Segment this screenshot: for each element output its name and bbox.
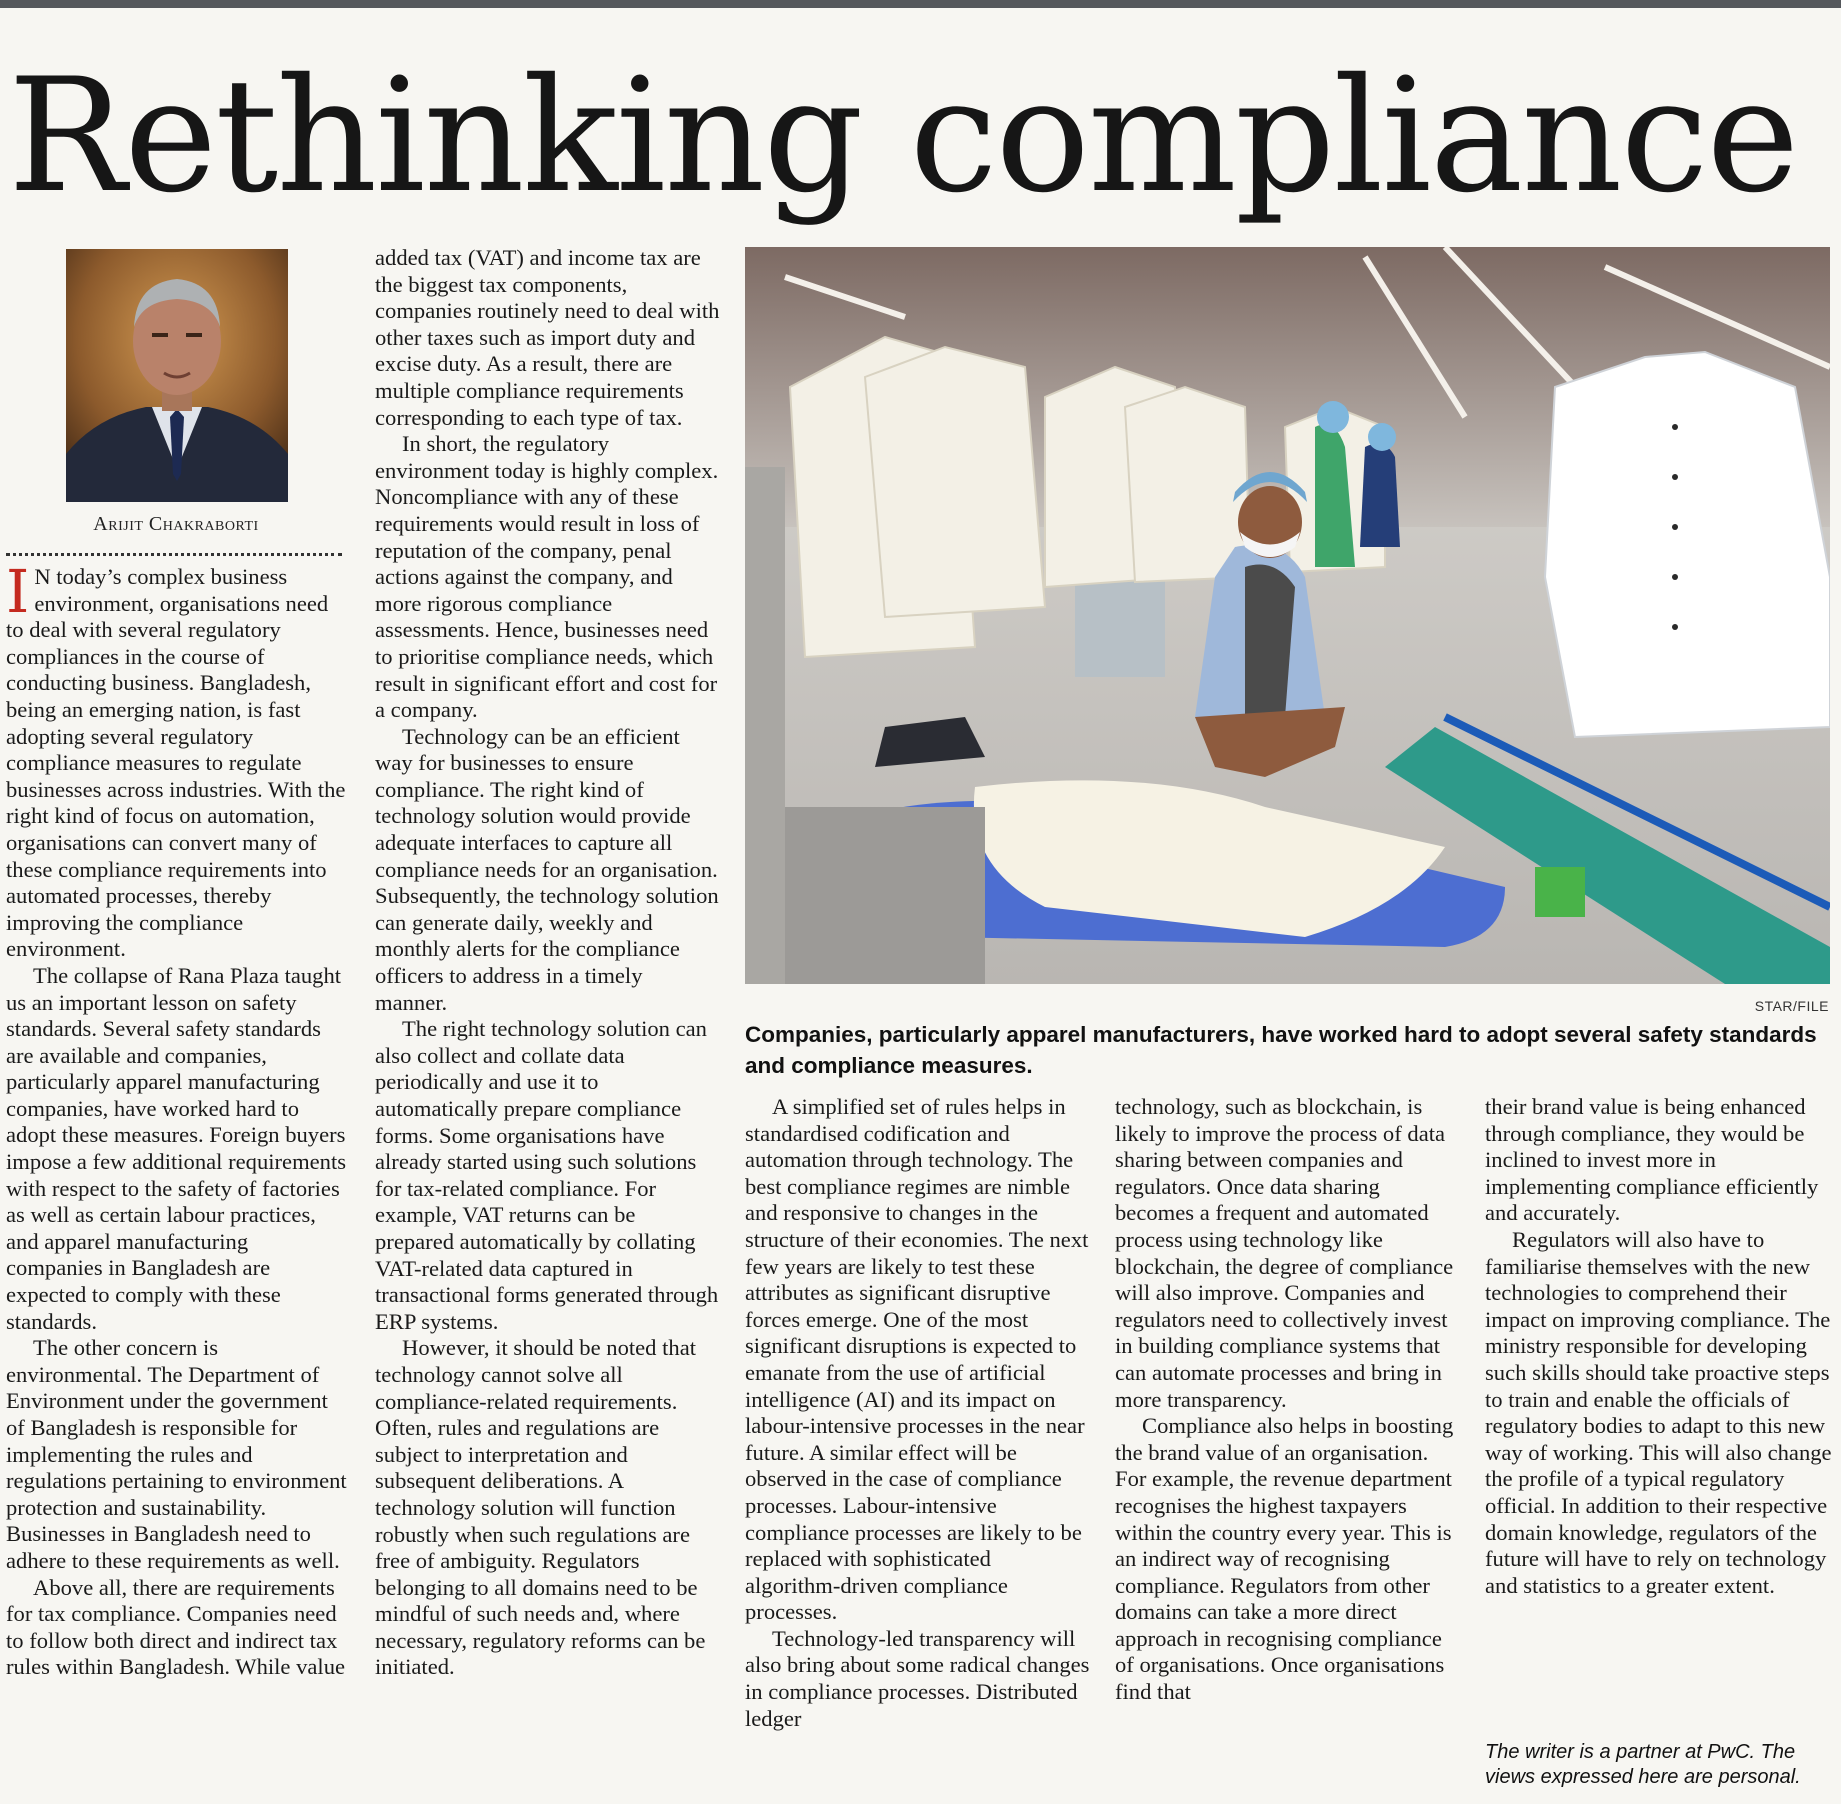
article-paragraph: The right technology solution can also collect and collate data periodically and use it to automatically prepare compliance forms. Some organisations have already started using such solutions for tax-related compliance. For example, VAT returns can be prepared automatically by collating VAT-related data captured in transactional forms generated through ERP systems. <box>375 1016 719 1334</box>
byline-divider <box>6 553 342 556</box>
article-paragraph: their brand value is being enhanced through compliance, they would be inclined to invest more in implementing compliance efficiently and accurately. <box>1485 1094 1819 1226</box>
author-tagline: The writer is a partner at PwC. The views expressed here are personal. <box>1485 1741 1801 1788</box>
article-paragraph: A simplified set of rules helps in standardised codification and automation through technology. The best compliance regimes are nimble and responsive to changes in the structure of their economies. The next few years are likely to test these attributes as significant disruptive forces emerge. One of the most significant disruptions is expected to emanate from the use of artificial intelligence (AI) and its impact on labour-intensive processes in the near future. A similar effect will be observed in the case of compliance processes. Labour-intensive compliance processes are likely to be replaced with sophisticated algorithm-driven compliance processes. <box>745 1094 1089 1625</box>
photo-caption: Companies, particularly apparel manufacturers, have worked hard to adopt several safety standards and compliance measures. <box>745 1022 1817 1078</box>
author-byline: Arijit Chakraborti <box>93 513 259 535</box>
article-paragraph: The collapse of Rana Plaza taught us an important lesson on safety standards. Several safety standards are available and companies, particularly apparel manufacturing companies, have worked hard to adopt these measures. Foreign buyers impose a few additional requirements with respect to the safety of factories as well as certain labour practices, and apparel manufacturing companies in Bangladesh are expected to comply with these standards. <box>6 962 347 1334</box>
article-column-2 <box>375 245 720 1681</box>
article-paragraph: technology, such as blockchain, is likely to improve the process of data sharing between companies and regulators. Once data sharing becomes a frequent and automated process using technology like blockchain, the degree of compliance will also improve. Companies and regulators need to collectively invest in building compliance systems that can automate processes and bring in more transparency. <box>1115 1094 1454 1412</box>
author-portrait <box>66 249 288 502</box>
article-paragraph: Technology can be an efficient way for businesses to ensure compliance. The right kind of technology solution would provide adequate interfaces to capture all compliance needs for an organisation. Subsequently, the technology solution can generate daily, weekly and monthly alerts for the compliance officers to address in a timely manner. <box>375 723 719 1015</box>
article-column-1 <box>6 557 349 1681</box>
article-paragraph: I N today’s complex business environment, organisations need to deal with several regulatory compliances in the course of conducting business. Bangladesh, being an emerging nation, is fast adopting several regulatory compliance measures to regulate businesses across industries. With the right kind of focus on automation, organisations can convert many of these compliance requirements into automated processes, thereby improving the compliance environment. <box>6 557 346 962</box>
drop-cap: I <box>6 557 30 626</box>
article-paragraph: The other concern is environmental. The Department of Environment under the government of Bangladesh is responsible for implementing the rules and regulations pertaining to environment protection and sustainability. Businesses in Bangladesh need to adhere to these requirements as well. <box>6 1335 347 1573</box>
article-paragraph: Compliance also helps in boosting the brand value of an organisation. For example, the revenue department recognises the highest taxpayers within the country every year. This is an indirect way of recognising compliance. Regulators from other domains can take a more direct approach in recognising compliance of organisations. Once organisations find that <box>1115 1413 1454 1705</box>
article-paragraph: In short, the regulatory environment today is highly complex. Noncompliance with any of these requirements would result in loss of reputation of the company, penal actions against the company, and more rigorous compliance assessments. Hence, businesses need to prioritise compliance needs, which result in significant effort and cost for a company. <box>375 431 719 723</box>
article-column-5 <box>1485 1094 1833 1599</box>
article-paragraph: added tax (VAT) and income tax are the biggest tax components, companies routinely need to deal with other taxes such as import duty and excise duty. As a result, there are multiple compliance requirements corresponding to each type of tax. <box>375 245 720 430</box>
article-paragraph: Above all, there are requirements for tax compliance. Companies need to follow both direct and indirect tax rules within Bangladesh. While value <box>6 1574 346 1680</box>
article-column-3 <box>745 1094 1090 1732</box>
article-column-4 <box>1115 1094 1460 1706</box>
top-rule <box>0 0 1841 8</box>
article-paragraph: Technology-led transparency will also bring about some radical changes in compliance processes. Distributed ledger <box>745 1625 1090 1731</box>
factory-photo <box>745 247 1830 984</box>
headline: Rethinking compliance <box>8 45 1798 228</box>
photo-credit: STAR/FILE <box>1754 998 1829 1014</box>
article-paragraph: Regulators will also have to familiarise themselves with the new technologies to comprehend their impact on improving compliance. The ministry responsible for developing such skills should take proactive steps to train and enable the officials of regulatory bodies to adapt to this new way of working. This will also change the profile of a typical regulatory official. In addition to their respective domain knowledge, regulators of the future will have to rely on technology and statistics to a greater extent. <box>1485 1226 1832 1598</box>
article-paragraph: However, it should be noted that technology cannot solve all compliance-related requirements. Often, rules and regulations are subject to interpretation and subsequent deliberations. A technology solution will function robustly when such regulations are free of ambiguity. Regulators belonging to all domains need to be mindful of such needs and, where necessary, regulatory reforms can be initiated. <box>375 1335 706 1680</box>
